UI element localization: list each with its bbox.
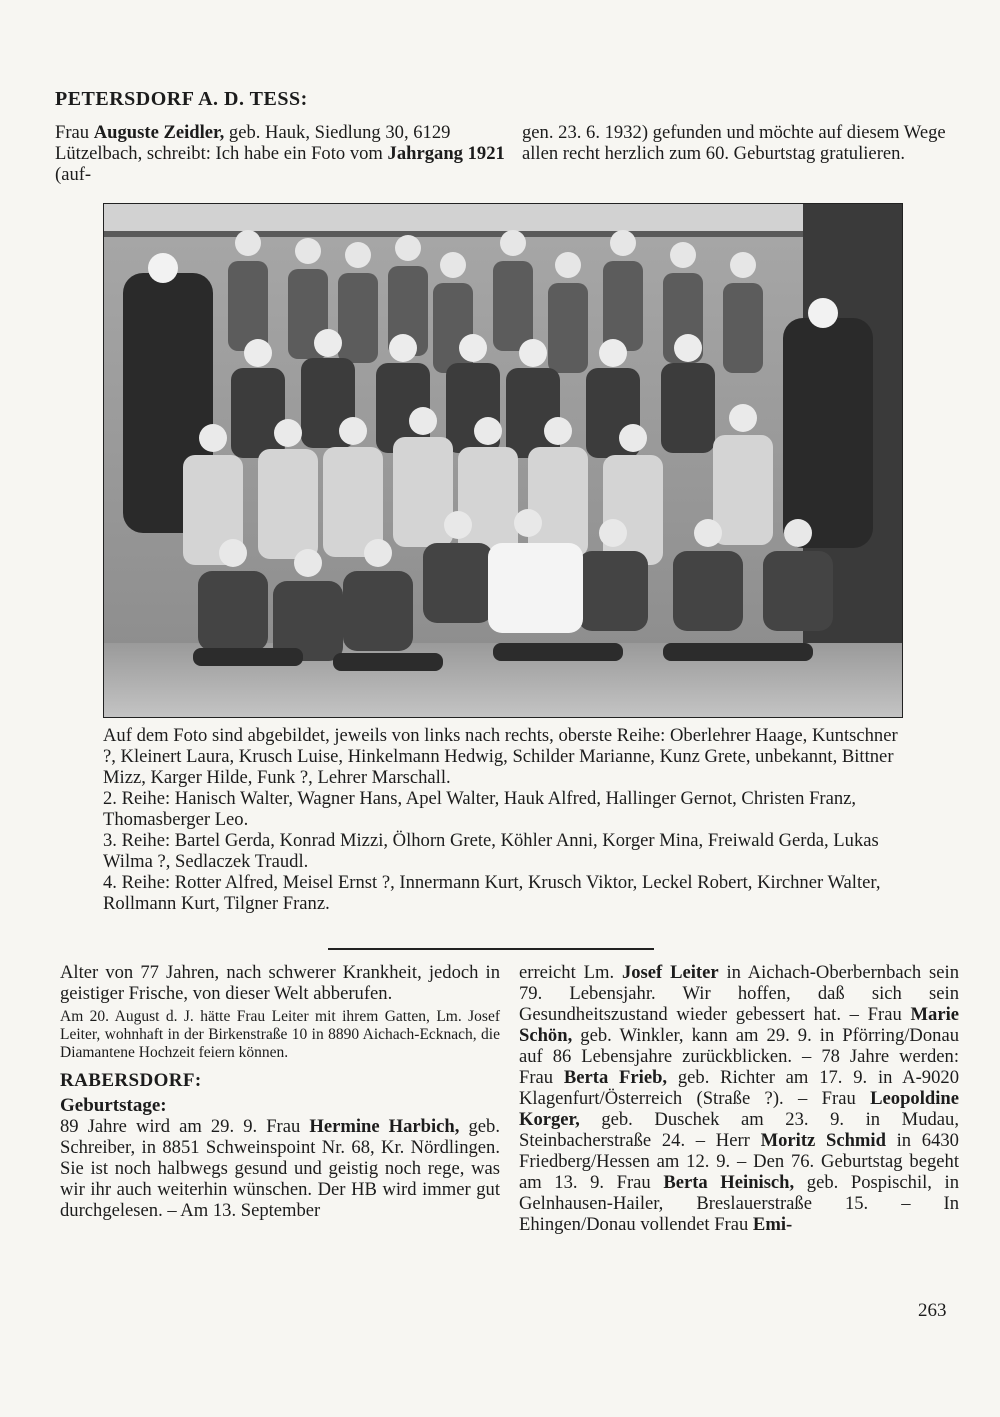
paragraph-rich — [519, 962, 959, 1235]
text-run: 89 Jahre wird am 29. 9. Frau — [60, 1116, 310, 1137]
text-run: (auf- — [55, 164, 92, 185]
paragraph: Alter von 77 Jahren, nach schwerer Krankheit, jedoch in geistiger Frische, von dieser Welt abberufen. — [60, 962, 500, 1004]
bold-name: Hermine Harbich, — [309, 1116, 460, 1137]
text-run: in Aichach-Oberbernbach sein 79. Lebensjahr. Wir hoffen, daß sich sein Gesundheitszustand wieder gebessert hat. – Frau — [519, 962, 959, 1025]
class-photo — [103, 203, 903, 718]
caption-line: 4. Reihe: Rotter Alfred, Meisel Ernst ?, Innermann Kurt, Krusch Viktor, Leckel Robert, Kirchner Walter, Rollmann Kurt, Tilgner Franz. — [103, 872, 881, 914]
text-run: geb. Pospischil, in Gelnhausen-Hailer, Breslauerstraße 15. – In Ehingen/Donau vollendet Frau — [519, 1172, 959, 1235]
paragraph-rich — [60, 1116, 500, 1221]
right-column — [519, 962, 959, 1235]
text-run: geb. Richter am 17. 9. in A-9020 Klagenfurt/Österreich (Straße ?). – Frau — [519, 1067, 959, 1109]
bold-name: Jahrgang 1921 — [387, 143, 505, 164]
left-column — [60, 962, 500, 1221]
bold-name: Moritz Schmid — [760, 1130, 886, 1151]
text-run: erreicht Lm. — [519, 962, 622, 983]
bold-name: Marie Schön, — [519, 1004, 959, 1046]
subheading-birthdays: Geburtstage: — [60, 1095, 167, 1116]
section-heading: PETERSDORF A. D. TESS: — [55, 88, 308, 110]
caption-line: 2. Reihe: Hanisch Walter, Wagner Hans, Apel Walter, Hauk Alfred, Hallinger Gernot, Christen Franz, Thomasberger Leo. — [103, 788, 857, 830]
divider-rule — [328, 948, 654, 950]
text-run: Frau — [55, 122, 94, 143]
text-run: geb. Schreiber, in 8851 Schweinspoint Nr. 68, Kr. Nördlingen. Sie ist noch halbwegs gesund und geistig noch rege, was wir ihr auch weiterhin wünschen. Der HB wird immer gut durchgelesen. – Am 13. September — [60, 1116, 500, 1221]
bold-name: Berta Frieb, — [563, 1067, 668, 1088]
bold-name: Berta Heinisch, — [663, 1172, 795, 1193]
caption-line: Auf dem Foto sind abgebildet, jeweils von links nach rechts, oberste Reihe: Oberlehrer Haage, Kuntschner ?, Kleinert Laura, Krusch Luise, Hinkelmann Hedwig, Schilder Marianne, Kunz Grete, unbekannt, Bittner Mizz, Karger Hilde, Funk ?, Lehrer Marschall. — [103, 725, 898, 788]
bold-name: Emi- — [752, 1214, 793, 1235]
intro-right-text: gen. 23. 6. 1932) gefunden und möchte auf diesem Wege allen recht herzlich zum 60. Geburtstag gratulieren. — [522, 122, 946, 164]
small-paragraph: Am 20. August d. J. hätte Frau Leiter mit ihrem Gatten, Lm. Josef Leiter, wohnhaft in der Birkenstraße 10 in 8890 Aichach-Ecknach, die Diamantene Hochzeit feiern können. — [60, 1008, 500, 1061]
text-run: geb. Hauk, Siedlung 30, 6129 Lützelbach, schreibt: Ich habe ein Foto vom — [55, 122, 451, 164]
text-run: geb. Winkler, kann am 29. 9. in Pförring/Donau auf 86 Lebensjahre zurückblicken. – 78 Jahre werden: Frau — [519, 1025, 959, 1088]
bold-name: Auguste Zeidler, — [93, 122, 225, 143]
text-run: geb. Duschek am 23. 9. in Mudau, Steinbacherstraße 24. – Herr — [519, 1109, 959, 1151]
photo-caption — [103, 725, 915, 914]
page-number: 263 — [918, 1300, 947, 1321]
bold-name: Josef Leiter — [621, 962, 719, 983]
bold-name: Leopoldine Korger, — [519, 1088, 959, 1130]
subheading: RABERSDORF: — [60, 1070, 202, 1091]
text-run: in 6430 Friedberg/Hessen am 12. 9. – Den 76. Geburtstag begeht am 13. 9. Frau — [519, 1130, 959, 1193]
caption-line: 3. Reihe: Bartel Gerda, Konrad Mizzi, Ölhorn Grete, Köhler Anni, Korger Mina, Freiwald Gerda, Lukas Wilma ?, Sedlaczek Traudl. — [103, 830, 879, 872]
intro-left-text — [55, 122, 505, 185]
